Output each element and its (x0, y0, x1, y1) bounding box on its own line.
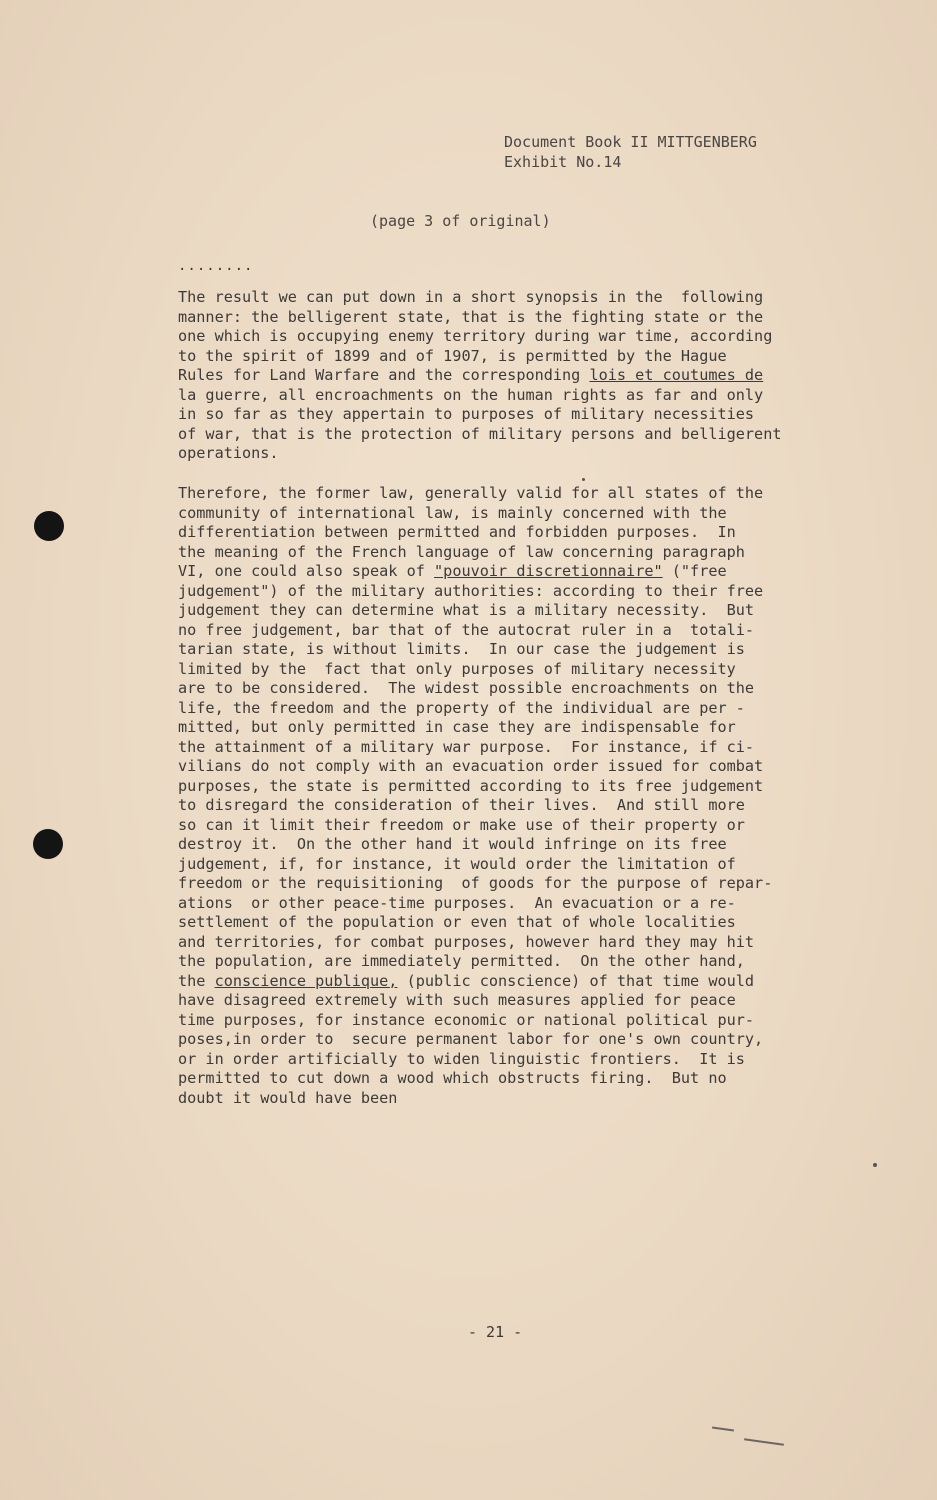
text-line: settlement of the population or even that of whole localities (178, 913, 736, 931)
text-line: no free judgement, bar that of the autocrat ruler in a totali- (178, 620, 755, 639)
underlined-term: lois et coutumes de (589, 366, 764, 384)
underlined-term: "pouvoir discretionnaire" (434, 562, 663, 580)
text-line: vilians do not comply with an evacuation order issued for combat (178, 757, 764, 775)
text-line: la guerre, all encroachments on the human rights as far and only (178, 385, 764, 404)
punch-hole-icon (34, 511, 64, 541)
underlined-term: conscience publique, (214, 971, 398, 990)
text-line: and territories, for combat purposes, however hard they may hit (178, 932, 755, 951)
text-line: permitted to cut down a wood which obstructs firing. But no (178, 1069, 727, 1087)
text-line: time purposes, for instance economic or national political pur- (178, 1010, 755, 1029)
text-line: operations. (178, 444, 279, 462)
text-line: life, the freedom and the property of the individual are per - (178, 698, 745, 717)
text-line: Rules for Land Warfare and the corresponding lois et coutumes de (178, 366, 764, 384)
original-page-note: (page 3 of original) (370, 212, 551, 230)
text-line: to disregard the consideration of their lives. And still more (178, 796, 745, 814)
pencil-mark (712, 1426, 734, 1431)
text-line: of war, that is the protection of military persons and belligerent (178, 424, 782, 443)
text-line: Therefore, the former law, generally valid for all states of the (178, 484, 764, 502)
text-line: in so far as they appertain to purposes of military necessities (178, 405, 755, 423)
text-line: manner: the belligerent state, that is the fighting state or the (178, 307, 764, 326)
document-header (504, 132, 757, 172)
text-line: community of international law, is mainly concerned with the (178, 503, 727, 522)
text-line: one which is occupying enemy territory during war time, according (178, 327, 773, 345)
text-line: tarian state, is without limits. In our case the judgement is (178, 640, 745, 658)
text-line: mitted, but only permitted in case they are indispensable for (178, 718, 736, 736)
text-line: have disagreed extremely with such measures applied for peace (178, 991, 736, 1009)
punch-hole-icon (33, 829, 63, 859)
text-line: poses,in order to secure permanent labor for one's own country, (178, 1030, 764, 1048)
text-line: judgement they can determine what is a military necessity. But (178, 601, 755, 619)
paper-speck (873, 1163, 877, 1167)
text-line: the attainment of a military war purpose. For instance, if ci- (178, 737, 755, 756)
text-line: VI, one could also speak of "pouvoir discretionnaire" ("free (178, 562, 727, 580)
paragraph-synopsis (178, 288, 818, 464)
text-line: to the spirit of 1899 and of 1907, is permitted by the Hague (178, 346, 727, 365)
text-line: judgement") of the military authorities: according to their free (178, 581, 764, 600)
text-line: so can it limit their freedom or make use of their property or (178, 815, 745, 834)
text-line: judgement, if, for instance, it would order the limitation of (178, 854, 736, 873)
text-line: are to be considered. The widest possible encroachments on the (178, 679, 755, 697)
text-line: ations or other peace-time purposes. An evacuation or a re- (178, 893, 736, 912)
text-line: differentiation between permitted and forbidden purposes. In (178, 523, 736, 541)
paragraph-therefore (178, 484, 818, 1108)
text-line: purposes, the state is permitted according to its free judgement (178, 776, 764, 795)
page-number: - 21 - (468, 1323, 523, 1341)
text-line: or in order artificially to widen linguistic frontiers. It is (178, 1049, 745, 1068)
text-line: freedom or the requisitioning of goods for the purpose of repar- (178, 874, 773, 892)
text-line: the meaning of the French language of law concerning paragraph (178, 542, 745, 561)
text-line: destroy it. On the other hand it would infringe on its free (178, 835, 727, 853)
text-line: The result we can put down in a short synopsis in the following (178, 288, 764, 306)
pencil-mark (744, 1438, 784, 1446)
paper-speck (582, 478, 585, 481)
text-line: limited by the fact that only purposes of military necessity (178, 659, 736, 678)
exhibit-line: Exhibit No.14 (504, 153, 622, 171)
text-line: the population, are immediately permitted. On the other hand, (178, 952, 745, 970)
text-line: the conscience publique, (public conscience) of that time would (178, 971, 755, 990)
text-line: doubt it would have been (178, 1088, 398, 1107)
document-book-line: Document Book II MITTGENBERG (504, 133, 757, 151)
ellipsis-marker: ........ (178, 258, 254, 274)
